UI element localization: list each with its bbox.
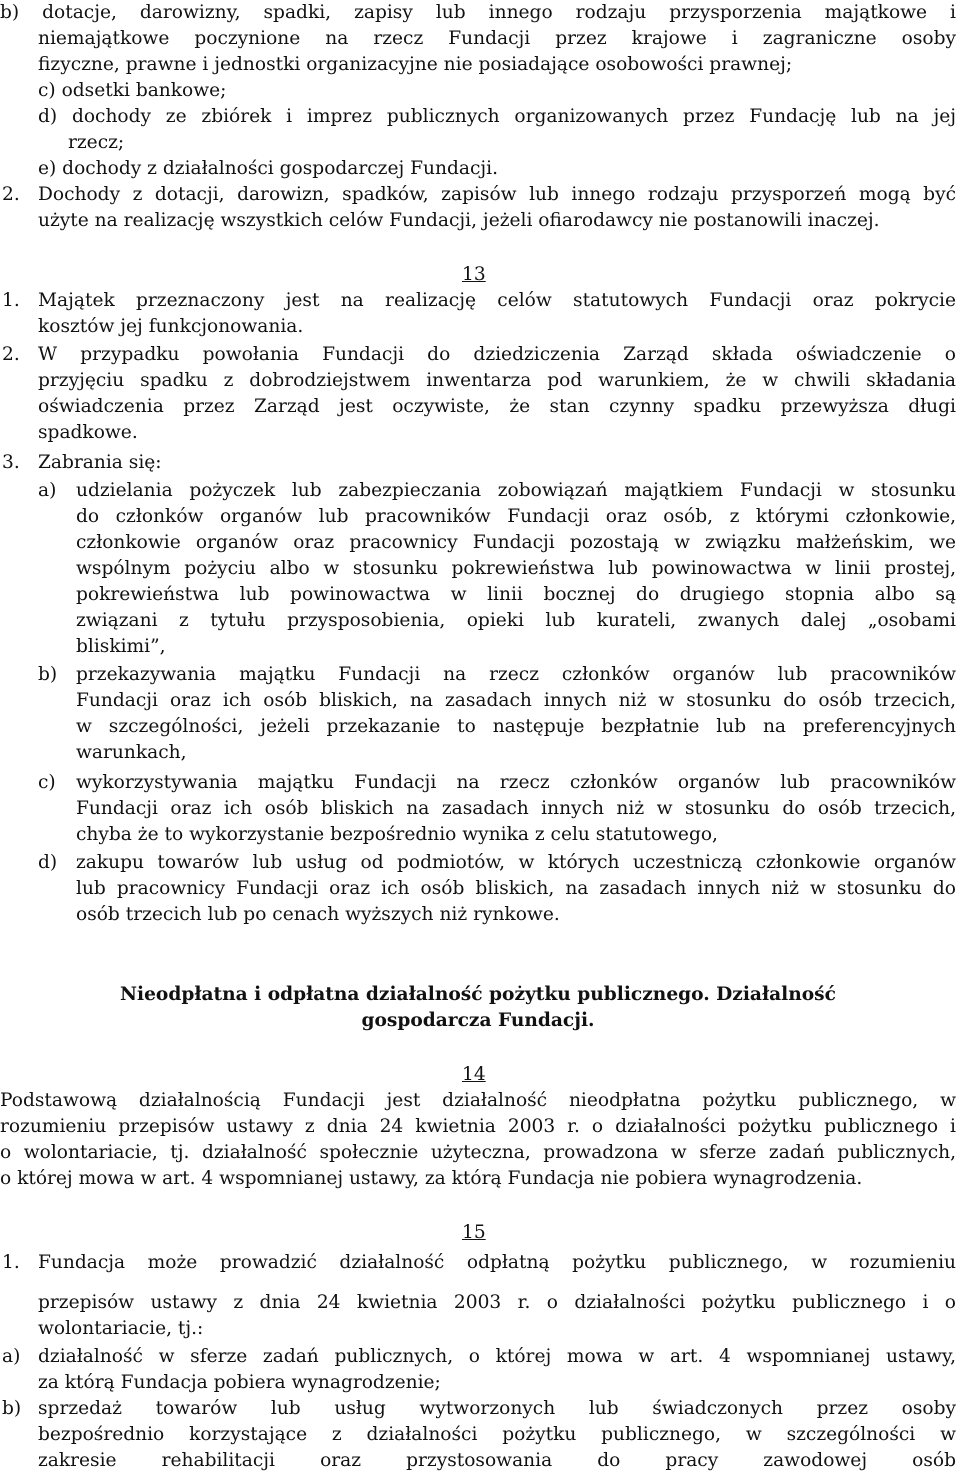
sec14-line-1: Podstawową działalnością Fundacji jest działalność nieodpłatna pożytku publicznego, w (0, 1090, 956, 1111)
sec13-d-line-2: lub pracownicy Fundacji oraz ich osób bliskich, na zasadach innych niż w stosunku do (76, 878, 956, 899)
section-14-number: 14 (462, 1064, 486, 1085)
paragraph-2-line-1: Dochody z dotacji, darowizn, spadków, zapisów lub innego rodzaju przysporzeń mogą być (38, 184, 956, 205)
paragraph-number: 2. (2, 344, 20, 365)
sec13-a-line-2: do członków organów lub pracowników Fundacji oraz osób, z którymi członkowie, (76, 506, 956, 527)
sec13-p3-intro: Zabrania się: (38, 452, 162, 473)
section-13-number: 13 (462, 264, 486, 285)
list-label-c: c) (38, 772, 56, 793)
sec13-a-line-5: pokrewieństwa lub powinowactwa w linii bocznej do drugiego stopnia albo są (76, 584, 956, 605)
chapter-title-line-1: Nieodpłatna i odpłatna działalność pożytku publicznego. Działalność (120, 984, 836, 1005)
sec13-a-line-4: wspólnym pożyciu albo w stosunku pokrewieństwa lub powinowactwa w linii prostej, (76, 558, 956, 579)
sec13-b-line-4: warunkach, (76, 742, 187, 763)
sec15-a-line-2: za którą Fundacja pobiera wynagrodzenie; (38, 1372, 441, 1393)
list-item-b-line-3: fizyczne, prawne i jednostki organizacyjne nie posiadające osobowości prawnej; (38, 54, 793, 75)
sec13-p2-line-4: spadkowe. (38, 422, 138, 443)
sec13-a-line-7: bliskimi”, (76, 636, 166, 657)
sec15-p1-line-1: Fundacja może prowadzić działalność odpłatną pożytku publicznego, w rozumieniu (38, 1252, 956, 1273)
list-item-c: c) odsetki bankowe; (38, 80, 227, 101)
sec13-d-line-1: zakupu towarów lub usług od podmiotów, w których uczestniczą członkowie organów (76, 852, 956, 873)
sec13-c-line-2: Fundacji oraz ich osób bliskich na zasadach innych niż w stosunku do osób trzecich, (76, 798, 956, 819)
list-item-d-line-2: rzecz; (68, 132, 125, 153)
list-label-a: a) (2, 1346, 21, 1367)
sec13-b-line-3: w szczególności, jeżeli przekazanie to następuje bezpłatnie lub na preferencyjnych (76, 716, 956, 737)
list-item-b-line-1: b) dotacje, darowizny, spadki, zapisy lub innego rodzaju przysporzenia majątkowe i (0, 2, 956, 23)
sec13-p2-line-2: przyjęciu spadku z dobrodziejstwem inwentarza pod warunkiem, że w chwili składania (38, 370, 956, 391)
sec13-b-line-1: przekazywania majątku Fundacji na rzecz członków organów lub pracowników (76, 664, 956, 685)
section-14-heading (462, 1062, 956, 1088)
section-13-heading (462, 262, 956, 288)
sec14-line-2: rozumieniu przepisów ustawy z dnia 24 kwietnia 2003 r. o działalności pożytku publicznego i (0, 1116, 956, 1137)
sec15-b-line-3: zakresie rehabilitacji oraz przystosowania do pracy zawodowej osób (38, 1450, 956, 1471)
list-item-b-line-2: niemajątkowe poczynione na rzecz Fundacji przez krajowe i zagraniczne osoby (38, 28, 956, 49)
paragraph-2-line-2: użyte na realizację wszystkich celów Fundacji, jeżeli ofiarodawcy nie postanowili inaczej. (38, 210, 880, 231)
sec13-p2-line-3: oświadczenia przez Zarząd jest oczywiste, że stan czynny spadku przewyższa długi (38, 396, 956, 417)
sec15-p1-line-2: przepisów ustawy z dnia 24 kwietnia 2003 r. o działalności pożytku publicznego i o (38, 1292, 956, 1313)
sec14-line-3: o wolontariacie, tj. działalność społecznie użyteczna, prowadzona w sferze zadań publicznych, (0, 1142, 956, 1163)
sec13-p1-line-1: Majątek przeznaczony jest na realizację celów statutowych Fundacji oraz pokrycie (38, 290, 956, 311)
sec13-a-line-6: związani z tytułu przysposobienia, opieki lub kurateli, zwanych dalej „osobami (76, 610, 956, 631)
chapter-title-line-2: gospodarcza Fundacji. (361, 1010, 595, 1031)
sec14-line-4: o której mowa w art. 4 wspomnianej ustawy, za którą Fundacja nie pobiera wynagrodzenia. (0, 1168, 863, 1189)
sec13-p1-line-2: kosztów jej funkcjonowania. (38, 316, 304, 337)
sec15-p1-line-3: wolontariacie, tj.: (38, 1318, 204, 1339)
sec13-c-line-1: wykorzystywania majątku Fundacji na rzecz członków organów lub pracowników (76, 772, 956, 793)
list-label-b: b) (2, 1398, 22, 1419)
list-label-a: a) (38, 480, 57, 501)
sec13-a-line-1: udzielania pożyczek lub zabezpieczania zobowiązań majątkiem Fundacji w stosunku (76, 480, 956, 501)
list-item-e: e) dochody z działalności gospodarczej Fundacji. (38, 158, 499, 179)
sec13-b-line-2: Fundacji oraz ich osób bliskich, na zasadach innych niż w stosunku do osób trzecich, (76, 690, 956, 711)
sec15-b-line-1: sprzedaż towarów lub usług wytworzonych lub świadczonych przez osoby (38, 1398, 956, 1419)
sec15-b-line-2: bezpośrednio korzystające z działalności pożytku publicznego, w szczególności w (38, 1424, 956, 1445)
paragraph-number: 3. (2, 452, 20, 473)
sec13-p2-line-1: W przypadku powołania Fundacji do dziedziczenia Zarząd składa oświadczenie o (38, 344, 956, 365)
list-label-b: b) (38, 664, 58, 685)
section-15-heading (462, 1220, 956, 1246)
list-label-d: d) (38, 852, 58, 873)
sec13-d-line-3: osób trzecich lub po cenach wyższych niż rynkowe. (76, 904, 560, 925)
sec13-c-line-3: chyba że to wykorzystanie bezpośrednio wynika z celu statutowego, (76, 824, 718, 845)
sec13-a-line-3: członkowie organów oraz pracownicy Fundacji pozostają w związku małżeńskim, we (76, 532, 956, 553)
paragraph-number: 2. (2, 184, 20, 205)
list-item-d-line-1: d) dochody ze zbiórek i imprez publicznych organizowanych przez Fundację lub na jej (38, 106, 956, 127)
paragraph-number: 1. (2, 290, 20, 311)
sec15-a-line-1: działalność w sferze zadań publicznych, o której mowa w art. 4 wspomnianej ustawy, (38, 1346, 956, 1367)
paragraph-number: 1. (2, 1252, 20, 1273)
section-15-number: 15 (462, 1222, 486, 1243)
